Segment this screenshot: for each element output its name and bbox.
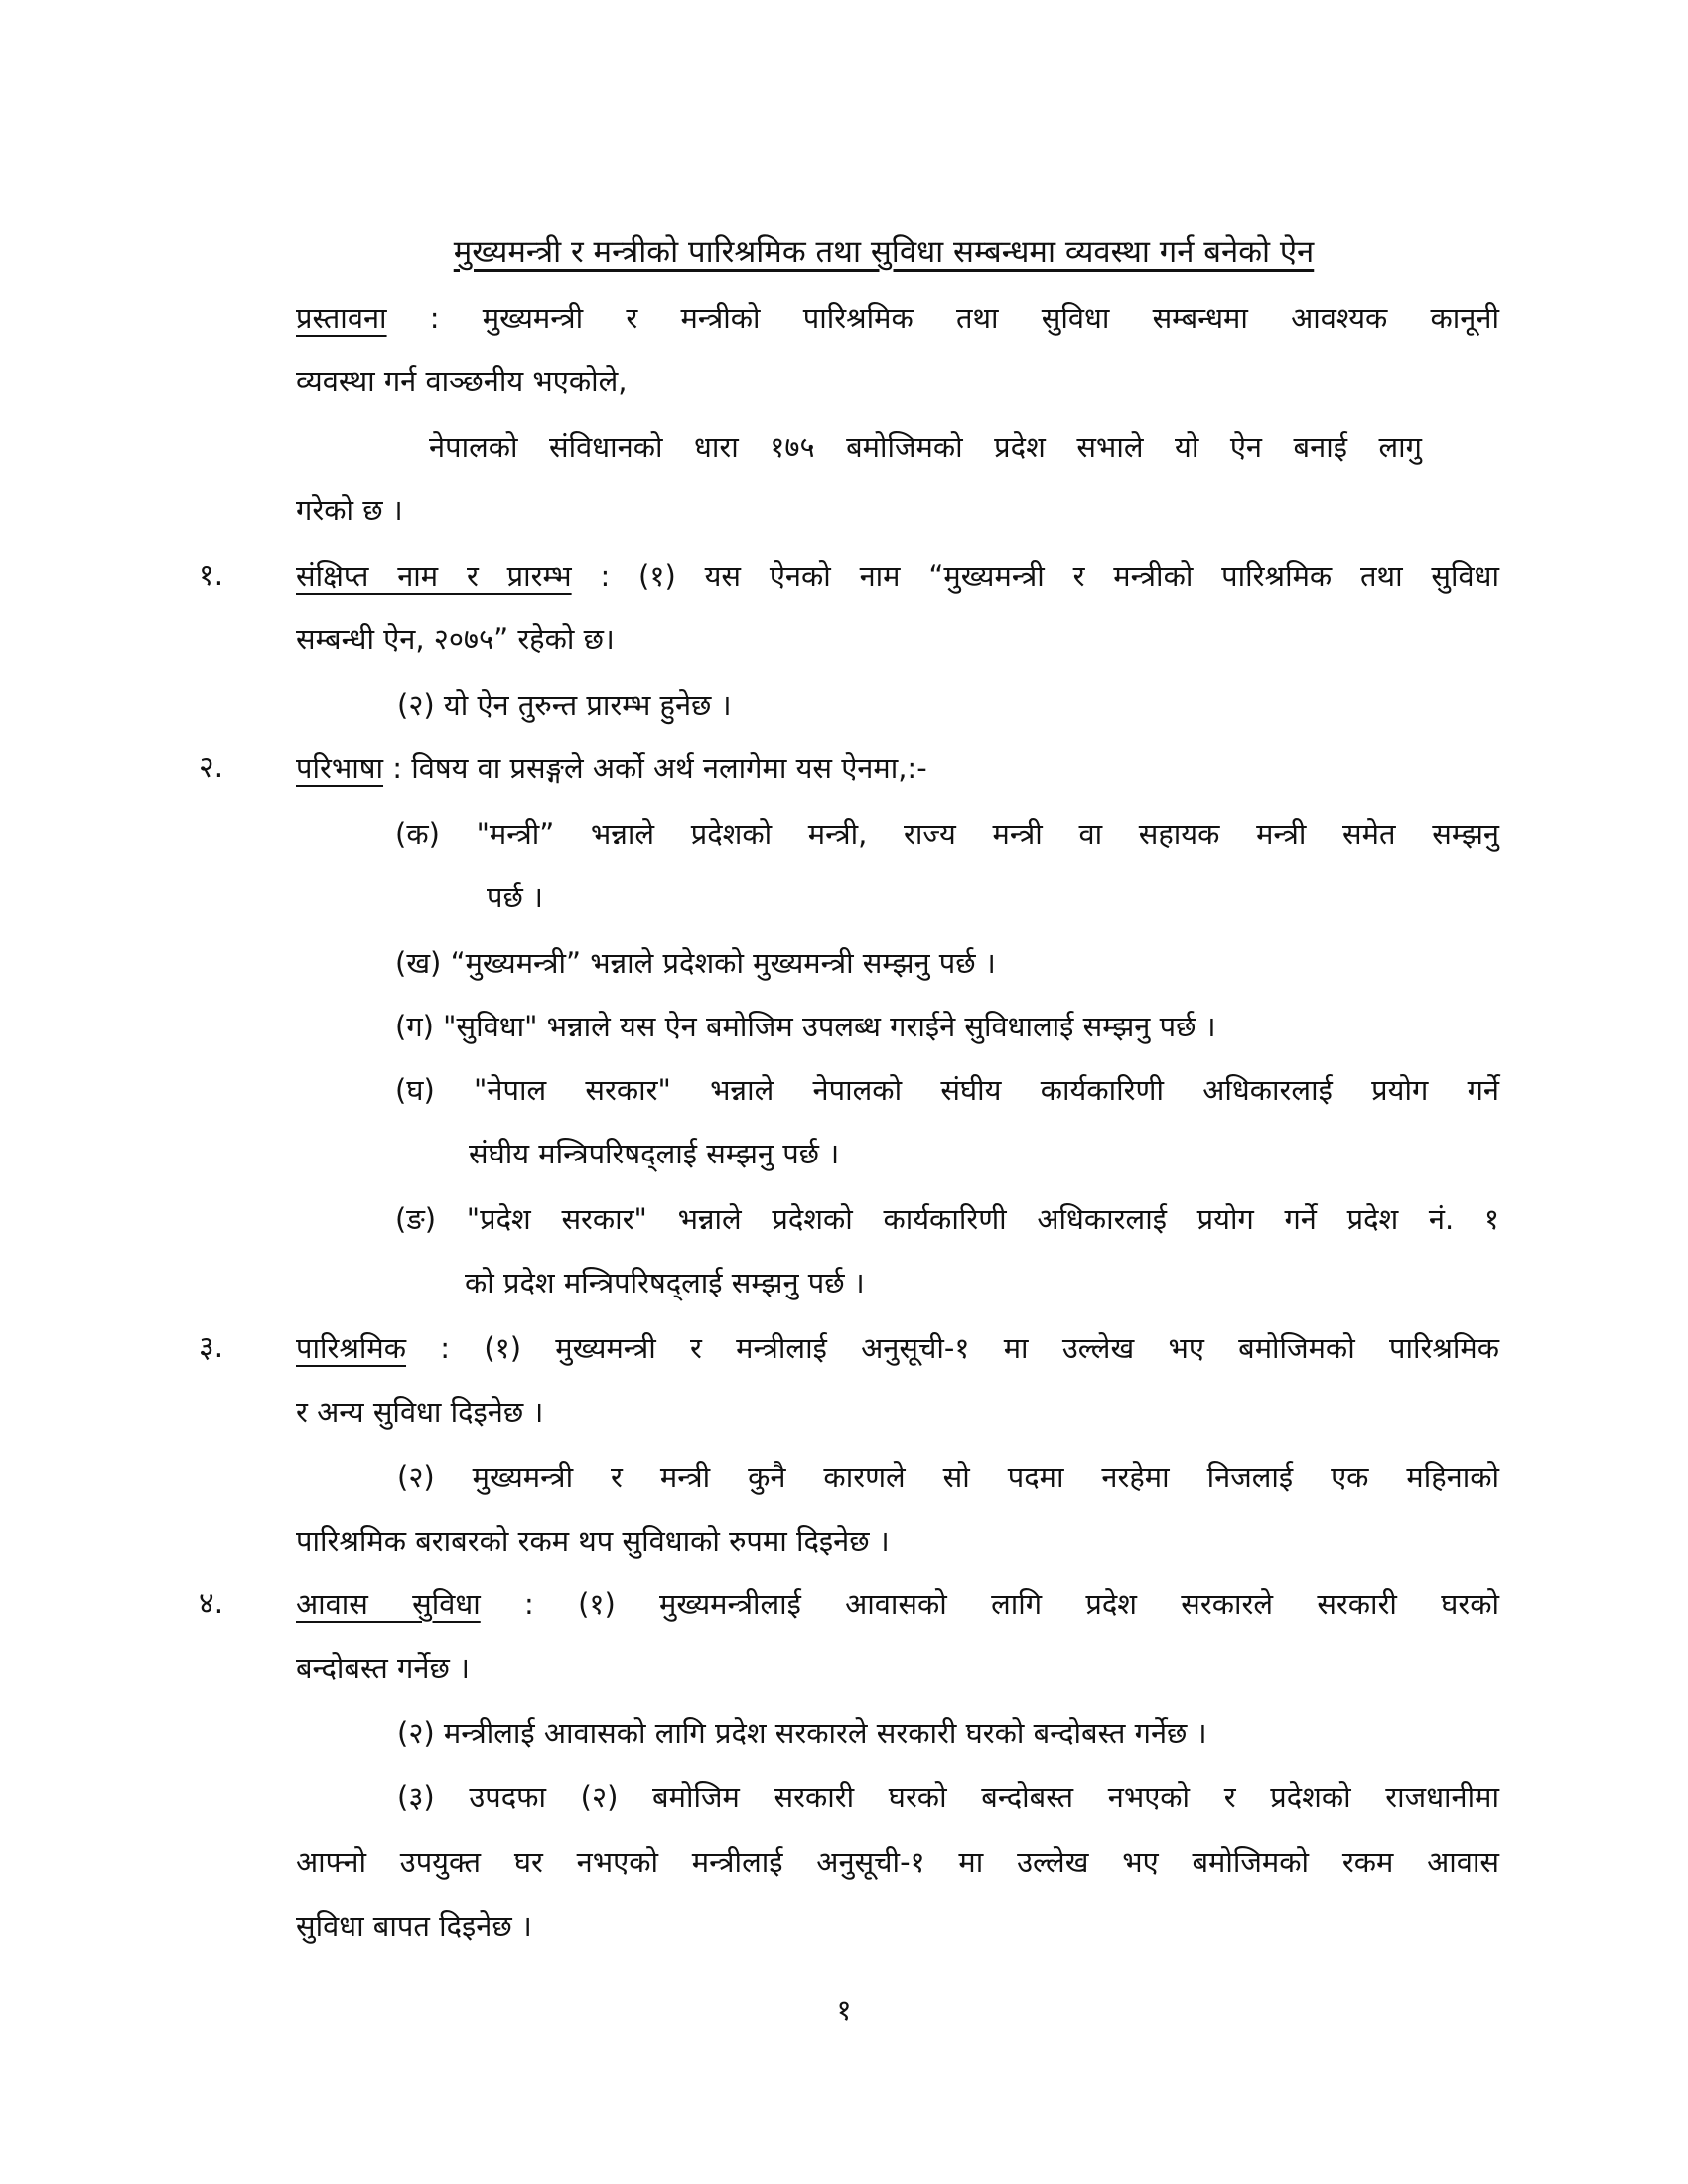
preamble-line-2: व्यवस्था गर्न वाञ्छनीय भएकोले, xyxy=(296,364,628,398)
definition-gha-line-1: (घ) "नेपाल सरकार" भन्नाले नेपालको संघीय कार्यकारिणी अधिकारलाई प्रयोग गर्ने xyxy=(395,1073,1499,1107)
document-title: मुख्यमन्त्री र मन्त्रीको पारिश्रमिक तथा सुविधा सम्बन्धमा व्यवस्था गर्न बनेको ऐन xyxy=(453,234,1315,270)
section-3-line-2: र अन्य सुविधा दिइनेछ । xyxy=(296,1395,544,1429)
section-1-sub-2: (२) यो ऐन तुरुन्त प्रारम्भ हुनेछ । xyxy=(397,688,732,722)
section-2-heading: परिभाषा xyxy=(296,751,384,785)
section-2-number: २. xyxy=(199,751,224,785)
section-2-intro-text: : विषय वा प्रसङ्गले अर्को अर्थ नलागेमा यस ऐनमा,:- xyxy=(383,751,927,785)
section-4-sub-3-line-3: सुविधा बापत दिइनेछ । xyxy=(296,1909,532,1943)
section-1-line-1 xyxy=(296,554,1499,598)
section-1-heading: संक्षिप्त नाम र प्रारम्भ xyxy=(296,559,572,593)
definition-nga-line-2: को प्रदेश मन्त्रिपरिषद्लाई सम्झनु पर्छ । xyxy=(465,1266,865,1299)
section-4-sub-3-line-1: (३) उपदफा (२) बमोजिम सरकारी घरको बन्दोबस्त नभएको र प्रदेशको राजधानीमा xyxy=(397,1780,1499,1814)
preamble-text-1: : मुख्यमन्त्री र मन्त्रीको पारिश्रमिक तथा सुविधा सम्बन्धमा आवश्यक कानूनी xyxy=(386,301,1499,335)
section-3-sub-2-line-1: (२) मुख्यमन्त्री र मन्त्री कुनै कारणले सो पदमा नरहेमा निजलाई एक महिनाको xyxy=(397,1460,1499,1494)
section-4-text-1: : (१) मुख्यमन्त्रीलाई आवासको लागि प्रदेश सरकारले सरकारी घरको xyxy=(480,1587,1500,1621)
section-2-intro xyxy=(296,747,927,790)
page-number: १ xyxy=(836,1993,852,2027)
definition-kha: (ख) “मुख्यमन्त्री” भन्नाले प्रदेशको मुख्यमन्त्री सम्झनु पर्छ । xyxy=(395,946,996,980)
definition-nga-line-1: (ङ) "प्रदेश सरकार" भन्नाले प्रदेशको कार्यकारिणी अधिकारलाई प्रयोग गर्ने प्रदेश नं. १ xyxy=(395,1202,1499,1236)
definition-ka-line-2: पर्छ । xyxy=(487,881,544,914)
preamble-line-1 xyxy=(296,296,1499,340)
section-4-line-2: बन्दोबस्त गर्नेछ । xyxy=(296,1651,470,1685)
section-4-sub-3-line-2: आफ्नो उपयुक्त घर नभएको मन्त्रीलाई अनुसूची-१ मा उल्लेख भए बमोजिमको रकम आवास xyxy=(296,1845,1499,1879)
preamble-label: प्रस्तावना xyxy=(296,301,387,335)
section-1-line-2: सम्बन्धी ऐन, २०७५” रहेको छ। xyxy=(296,622,615,656)
section-1-number: १. xyxy=(199,558,224,593)
section-3-text-1: : (१) मुख्यमन्त्री र मन्त्रीलाई अनुसूची-१ मा उल्लेख भए बमोजिमको पारिश्रमिक xyxy=(406,1331,1499,1365)
section-4-sub-2: (२) मन्त्रीलाई आवासको लागि प्रदेश सरकारले सरकारी घरको बन्दोबस्त गर्नेछ । xyxy=(397,1716,1207,1750)
section-4-line-1 xyxy=(296,1582,1499,1626)
section-3-line-1 xyxy=(296,1326,1499,1370)
definition-ka-line-1: (क) "मन्त्री” भन्नाले प्रदेशको मन्त्री, राज्य मन्त्री वा सहायक मन्त्री समेत सम्झनु xyxy=(395,817,1499,851)
preamble-line-4: गरेको छ । xyxy=(296,493,403,527)
section-1-text-1: : (१) यस ऐनको नाम “मुख्यमन्त्री र मन्त्रीको पारिश्रमिक तथा सुविधा xyxy=(571,559,1499,593)
definition-gha-line-2: संघीय मन्त्रिपरिषद्लाई सम्झनु पर्छ । xyxy=(469,1137,840,1170)
preamble-line-3: नेपालको संविधानको धारा १७५ बमोजिमको प्रदेश सभाले यो ऐन बनाई लागु xyxy=(429,430,1422,464)
section-3-heading: पारिश्रमिक xyxy=(296,1331,407,1365)
section-4-heading: आवास सुविधा xyxy=(296,1587,481,1621)
definition-ga: (ग) "सुविधा" भन्नाले यस ऐन बमोजिम उपलब्ध गराईने सुविधालाई सम्झनु पर्छ । xyxy=(395,1010,1216,1043)
section-4-number: ४. xyxy=(199,1586,224,1621)
section-3-number: ३. xyxy=(199,1330,224,1365)
section-3-sub-2-line-2: पारिश्रमिक बराबरको रकम थप सुविधाको रुपमा दिइनेछ । xyxy=(296,1524,890,1558)
